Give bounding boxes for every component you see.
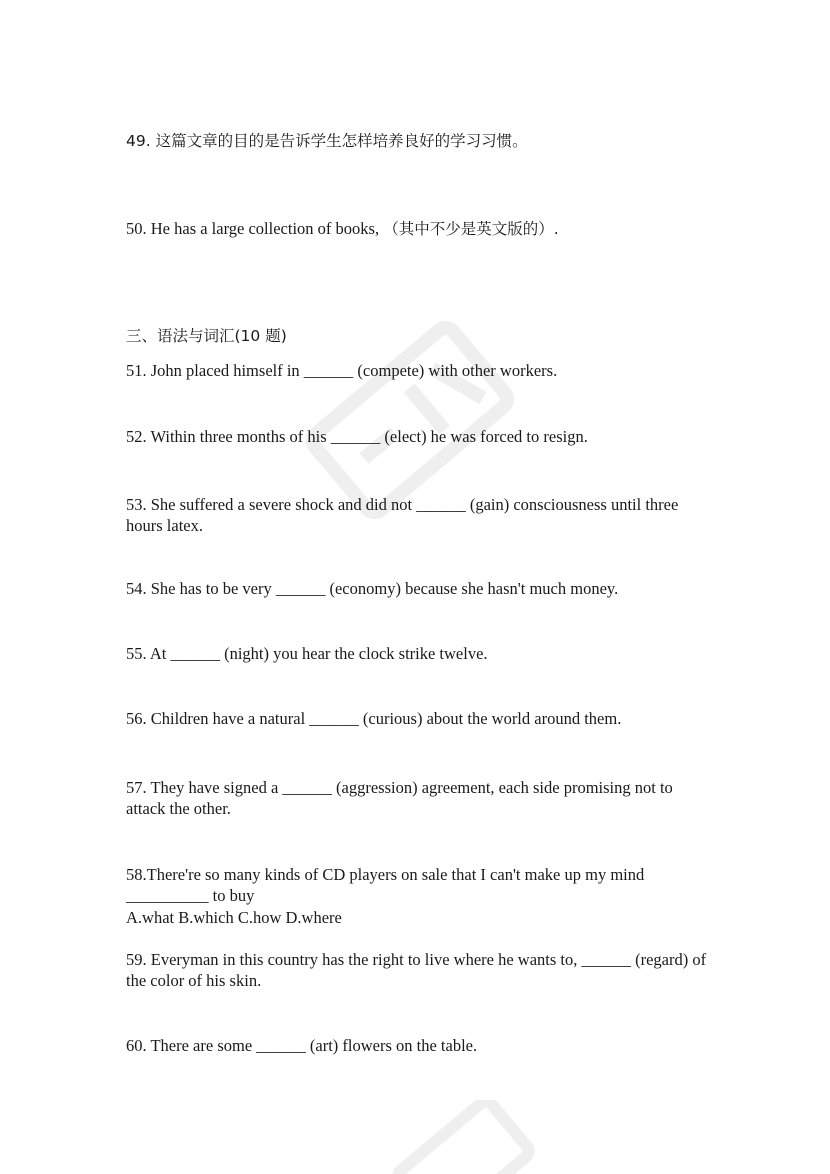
question-50-english: 50. He has a large collection of books,	[126, 219, 384, 238]
question-58: 58.There're so many kinds of CD players on sale that I can't make up my mind __________ to buy	[126, 865, 645, 905]
question-59: 59. Everyman in this country has the right to live where he wants to, ______ (regard) of the color of his skin.	[126, 950, 707, 990]
question-52: 52. Within three months of his ______ (elect) he was forced to resign.	[126, 427, 588, 446]
question-60: 60. There are some ______ (art) flowers on the table.	[126, 1036, 478, 1055]
question-53: 53. She suffered a severe shock and did not ______ (gain) consciousness until three hours latex.	[126, 495, 679, 535]
question-51: 51. John placed himself in ______ (compete) with other workers.	[126, 361, 558, 380]
question-49: 49. 这篇文章的目的是告诉学生怎样培养良好的学习习惯。	[126, 132, 528, 150]
question-54: 54. She has to be very ______ (economy) because she hasn't much money.	[126, 579, 619, 598]
watermark-logo-bottom	[380, 1100, 540, 1174]
question-57: 57. They have signed a ______ (aggression) agreement, each side promising not to attack the other.	[126, 778, 673, 818]
question-55: 55. At ______ (night) you hear the clock strike twelve.	[126, 644, 488, 663]
question-58-options: A.what B.which C.how D.where	[126, 908, 342, 927]
question-56: 56. Children have a natural ______ (curious) about the world around them.	[126, 709, 622, 728]
question-50-chinese: （其中不少是英文版的）.	[383, 220, 559, 238]
question-50	[126, 218, 559, 240]
section-title: 三、语法与词汇(10 题)	[126, 327, 287, 345]
